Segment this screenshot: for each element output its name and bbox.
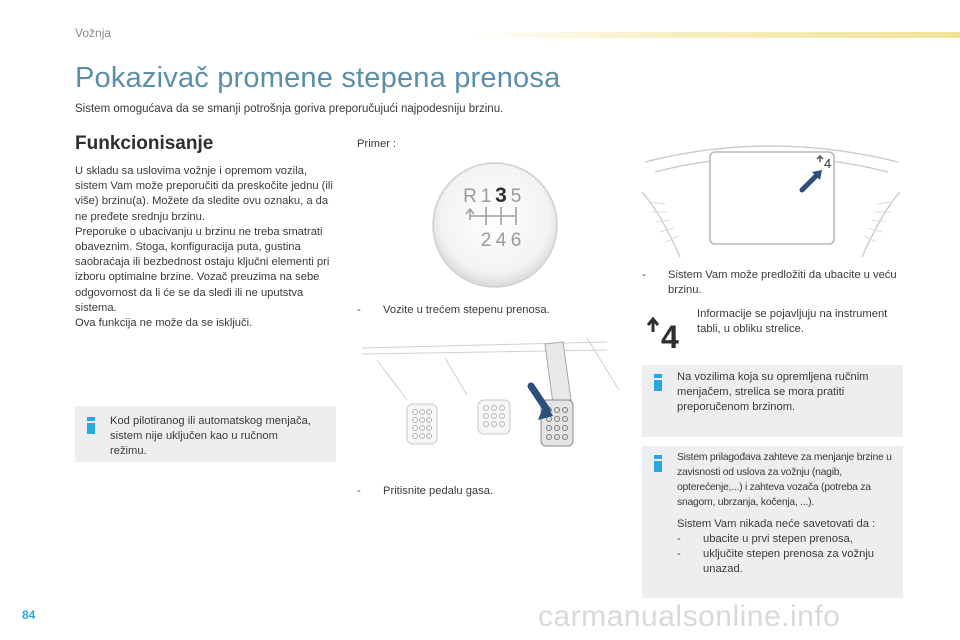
info-box-text: Sistem prilagođava zahteve za menjanje brzine u zavisnosti od uslova za vožnju (nagib, opterećenje,...) i zahteva vozača (potreba za snagom, ubrzanja, kočenja, ...).	[677, 452, 892, 508]
gear-label-3-highlight: 3	[495, 184, 507, 207]
intro-text: Sistem omogućava da se smanji potrošnja goriva preporučujući najpodesniju brzinu.	[75, 103, 504, 115]
info-icon	[654, 374, 662, 391]
info-box-text: Kod pilotiranog ili automatskog menjača, sistem nije uključen kao u ručnom režimu.	[110, 415, 311, 458]
step-drive-third-gear	[357, 303, 587, 318]
info-box-text-2: Sistem Vam nikada neće savetovati da :	[677, 518, 876, 530]
instrument-panel-illustration	[640, 132, 902, 262]
gear-label-2: 2	[480, 230, 492, 251]
gear-shift-indicator-symbol	[645, 314, 685, 352]
list-item: - ubacite u prvi stepen prenosa,	[677, 533, 853, 545]
list-item: - uključite stepen prenosa za vožnju unazad.	[677, 548, 875, 576]
info-box-text: Na vozilima koja su opremljena ručnim menjačem, strelica se mora pratiti preporučenom brzinom.	[677, 371, 869, 414]
info-icon	[87, 417, 95, 434]
display-screen	[710, 152, 834, 244]
step-suggest-higher-gear	[642, 268, 897, 298]
brake-pedal	[478, 400, 510, 434]
knob-top	[433, 163, 557, 287]
dash-marker: -	[642, 269, 646, 281]
example-label: Primer :	[357, 138, 397, 150]
shift-up-arrow-icon	[645, 314, 685, 352]
info-box-left	[75, 406, 336, 462]
paragraph: Preporuke o ubacivanju u brzinu ne treba smatrati obaveznim. Stoga, konfiguracija puta, gustina saobraćaja ili bezbednost ostaju ključni elementi pri izboru optimalne brzine. Vozač preuzima na sebe odgovornost da li će se da sledi ili ne uputstva sistema.	[75, 225, 330, 314]
step-text: Sistem Vam može predložiti da ubacite u veću brzinu.	[668, 269, 897, 297]
info-box-right-2	[642, 446, 903, 598]
section-label: Vožnja	[75, 26, 112, 40]
gear-label-r: R	[463, 186, 477, 207]
section-heading: Funkcionisanje	[75, 133, 214, 154]
paragraph: Ova funkcija ne može da se isključi.	[75, 317, 253, 330]
gear-label-4: 4	[495, 230, 507, 251]
display-gear-number: 4	[824, 156, 832, 171]
step-text: Pritisnite pedalu gasa.	[383, 485, 494, 497]
page-title: Pokazivač promene stepena prenosa	[75, 62, 561, 94]
info-box-right-1	[642, 365, 903, 437]
step-text: Vozite u trećem stepenu prenosa.	[383, 304, 550, 316]
step-press-accelerator	[357, 484, 587, 499]
watermark: carmanualsonline.info	[538, 600, 841, 633]
accelerator-pedal	[541, 342, 573, 446]
restriction-list	[677, 532, 899, 578]
gear-label-6: 6	[510, 230, 522, 251]
page-number: 84	[22, 608, 36, 622]
functioning-text	[75, 164, 340, 331]
dash-marker: -	[357, 304, 361, 316]
display-note: Informacije se pojavljuju na instrument tabli, u obliku strelice.	[697, 308, 888, 336]
paragraph: U skladu sa uslovima vožnje i opremom vozila, sistem Vam može preporučiti da preskočite jednu (ili više) brzinu(a). Možete da sledite ovu oznaku, a da ne pređete srednju brzinu.	[75, 165, 333, 223]
header-decorative-bar	[470, 32, 960, 38]
symbol-gear-number: 4	[661, 319, 679, 352]
pedals-illustration	[357, 330, 622, 460]
info-icon	[654, 455, 662, 472]
clutch-pedal	[407, 404, 437, 444]
gear-label-5: 5	[510, 186, 522, 207]
gear-knob-illustration	[430, 160, 560, 290]
dash-marker: -	[357, 485, 361, 497]
gear-label-1: 1	[480, 186, 492, 207]
